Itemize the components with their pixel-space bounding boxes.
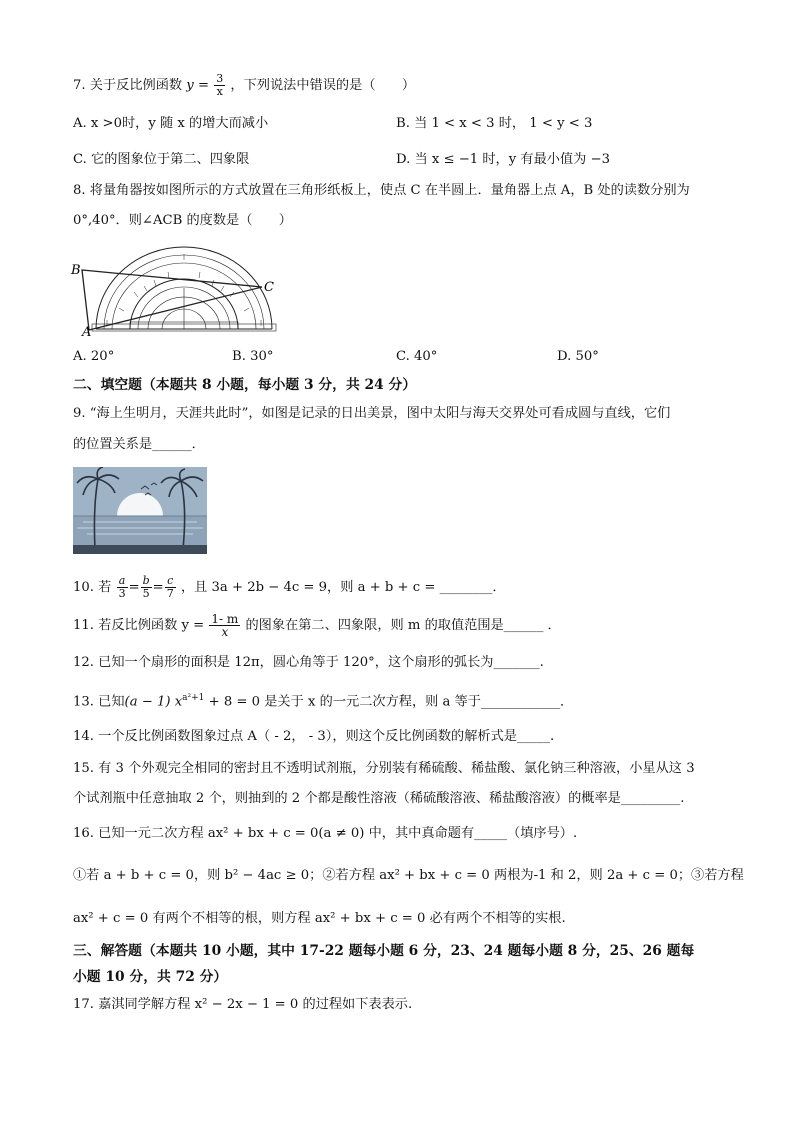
- q13: [73, 689, 573, 711]
- point-c-label: C: [264, 280, 274, 295]
- q10-post: ，且 3a + 2b − 4c = 9，则 a + b + c = ________．: [180, 580, 506, 595]
- q10-frac-b-den: 5: [142, 587, 150, 600]
- q7-fraction: [214, 73, 225, 98]
- q10-frac-b-num: b: [142, 574, 150, 587]
- q8-option-a: A. 20°: [73, 349, 115, 364]
- q7-func-lhs: y =: [186, 78, 209, 93]
- section-3-heading-line2: 小题 10 分，共 72 分）: [73, 969, 228, 985]
- q8-line2: 0°,40°．则∠ACB 的度数是（ ）: [73, 213, 292, 228]
- q10-frac-c-den: 7: [166, 587, 174, 600]
- q15-line1: 15. 有 3 个外观完全相同的密封且不透明试剂瓶，分别装有稀硫酸、稀盐酸、氯化钠三种溶液，小星从这 3: [73, 761, 695, 776]
- sunrise-photo: [73, 467, 207, 554]
- q7-option-a: A. x >0时，y 随 x 的增大而减小: [73, 116, 269, 131]
- q13-base: (a − 1) x: [124, 694, 183, 710]
- q16-line3: ax² + c = 0 有两个不相等的根，则方程 ax² + bx + c = 0 必有两个不相等的实根.: [73, 911, 566, 926]
- q15-line2: 个试剂瓶中任意抽取 2 个，则抽到的 2 个都是酸性溶液（稀硫酸溶液、稀盐酸溶液）的概率是_________.: [73, 791, 685, 806]
- q12: 12. 已知一个扇形的面积是 12π，圆心角等于 120°，这个扇形的弧长为_______.: [73, 655, 544, 670]
- q7-option-b: B. 当 1 < x < 3 时， 1 < y < 3: [396, 116, 593, 131]
- q11-pre: 11. 若反比例函数 y =: [73, 618, 205, 633]
- q8-line1: 8. 将量角器按如图所示的方式放置在三角形纸板上，使点 C 在半圆上．量角器上点 A，B 处的读数分别为: [73, 183, 690, 198]
- protractor-triangle-figure: [66, 236, 288, 338]
- q11: [73, 613, 561, 638]
- q10-frac-a-num: a: [117, 575, 128, 588]
- q7-option-c: C. 它的图象位于第二、四象限: [73, 152, 250, 167]
- q7-stem-post: ，下列说法中错误的是（ ）: [230, 78, 416, 93]
- point-b-label: B: [71, 263, 81, 278]
- q10-frac-c: [165, 575, 176, 600]
- q9-line1: 9. “海上生明月，天涯共此时”，如图是记录的日出美景，图中太阳与海天交界处可看成圆与直线，它们: [73, 406, 671, 421]
- q7-frac-den: x: [216, 85, 223, 98]
- q11-frac-num: 1- m: [211, 612, 239, 626]
- q10-eq2: =: [152, 580, 164, 595]
- q11-fraction: [209, 613, 240, 638]
- q10-frac-b: [141, 575, 152, 600]
- q8-option-d: D. 50°: [557, 349, 599, 364]
- q16-line1: 16. 已知一元二次方程 ax² + bx + c = 0(a ≠ 0) 中，其中真命题有_____（填序号）.: [73, 826, 578, 841]
- q7-option-d: D. 当 x ≤ −1 时，y 有最小值为 −3: [396, 152, 610, 167]
- section-2-heading: 二、填空题（本题共 8 小题，每小题 3 分，共 24 分）: [73, 377, 417, 393]
- q7-stem-pre: 7. 关于反比例函数: [73, 78, 183, 93]
- q10: [73, 575, 506, 600]
- q10-eq1: =: [128, 580, 140, 595]
- point-a-label: A: [82, 325, 92, 338]
- q10-frac-a-den: 3: [118, 587, 126, 600]
- q8-option-c: C. 40°: [396, 349, 438, 364]
- q10-frac-c-num: c: [165, 575, 176, 588]
- q11-frac-den: x: [221, 625, 229, 639]
- triangle-abc: [82, 270, 262, 330]
- q11-post: 的图象在第二、四象限，则 m 的取值范围是______ ．: [245, 618, 561, 633]
- q17: 17. 嘉淇同学解方程 x² − 2x − 1 = 0 的过程如下表表示.: [73, 997, 413, 1012]
- q7-stem: [73, 73, 415, 98]
- q9-line2: 的位置关系是______．: [73, 437, 205, 452]
- q10-pre: 10. 若: [73, 580, 112, 595]
- q14: 14. 一个反比例函数图象过点 A（ - 2， - 3），则这个反比例函数的解析式是_____.: [73, 729, 555, 744]
- q10-frac-a: [117, 575, 128, 600]
- q13-exponent: a²+1: [182, 693, 205, 703]
- q7-frac-num: 3: [216, 72, 224, 85]
- q8-option-b: B. 30°: [232, 349, 274, 364]
- q13-pre: 13. 已知: [73, 694, 125, 710]
- section-3-heading-line1: 三、解答题（本题共 10 小题，其中 17-22 题每小题 6 分，23、24 题每小题 8 分，25、26 题每: [73, 943, 695, 959]
- q16-line2: ①若 a + b + c = 0，则 b² − 4ac ≥ 0；②若方程 ax² + bx + c = 0 两根为-1 和 2，则 2a + c = 0；③若方程: [73, 868, 744, 883]
- q13-post: + 8 = 0 是关于 x 的一元二次方程，则 a 等于____________．: [204, 694, 574, 710]
